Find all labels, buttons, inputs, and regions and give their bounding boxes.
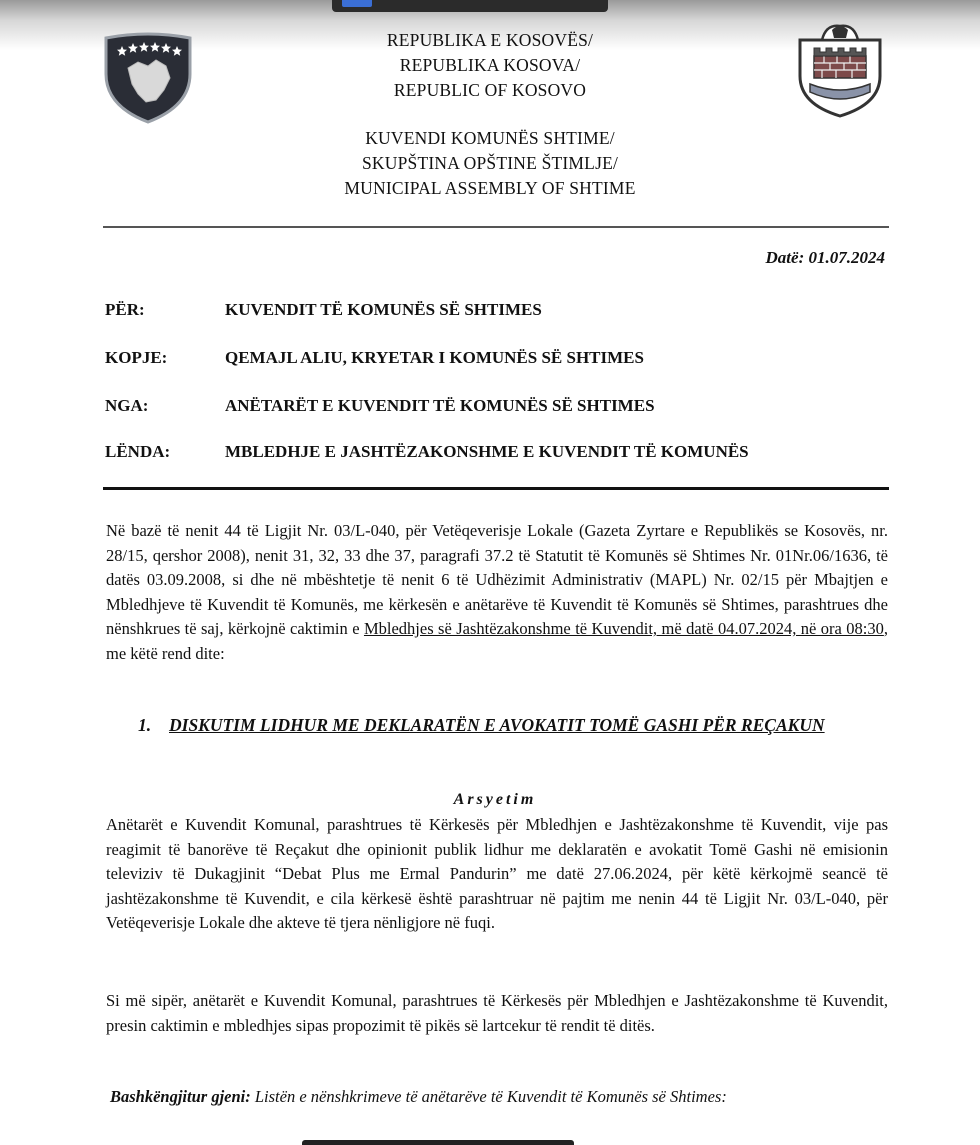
agenda-item-number: 1. xyxy=(138,715,152,735)
meta-value-to: KUVENDIT TË KOMUNËS SË SHTIMES xyxy=(225,300,542,319)
document-date: Datë: 01.07.2024 xyxy=(765,248,885,267)
header-line-assembly-sr: SKUPŠTINA OPŠTINE ŠTIMLJE/ xyxy=(361,153,619,173)
kosovo-coat-of-arms-icon xyxy=(100,28,196,124)
reasoning-title: Arsyetim xyxy=(453,791,537,808)
header-line-country-sq: REPUBLIKA E KOSOVËS/ xyxy=(386,30,594,50)
viewer-active-tab[interactable] xyxy=(342,0,372,7)
attachment-text: Listën e nënshkrimeve të anëtarëve të Kuvendit të Komunës së Shtimes: xyxy=(250,1087,727,1106)
meta-label-from: NGA: xyxy=(105,396,149,415)
meta-value-from: ANËTARËT E KUVENDIT TË KOMUNËS SË SHTIMES xyxy=(225,396,655,415)
reasoning-paragraph-2: Si më sipër, anëtarët e Kuvendit Komunal, parashtrues të Kërkesës për Mbledhjen e Jashtëzakonshme të Kuvendit, presin caktimin e mbledhjes sipas propozimit të pikës së lartcekur të rendit të ditës. xyxy=(106,991,888,1035)
header-line-assembly-sq: KUVENDI KOMUNËS SHTIME/ xyxy=(365,128,615,148)
meta-label-copy: KOPJE: xyxy=(105,348,168,367)
meta-divider xyxy=(103,487,889,490)
header-divider xyxy=(103,226,889,228)
header-line-assembly-en: MUNICIPAL ASSEMBLY OF SHTIME xyxy=(344,178,636,198)
meta-label-to: PËR: xyxy=(105,300,145,319)
agenda-item-text: DISKUTIM LIDHUR ME DEKLARATËN E AVOKATIT TOMË GASHI PËR REÇAKUN xyxy=(169,715,825,735)
letterhead xyxy=(250,28,730,201)
viewer-toolbar[interactable] xyxy=(332,0,608,12)
intro-meeting-date: Mbledhjes së Jashtëzakonshme të Kuvendit, më datë 04.07.2024, në ora 08:30 xyxy=(363,619,884,639)
meta-value-copy: QEMAJL ALIU, KRYETAR I KOMUNËS SË SHTIMES xyxy=(225,348,644,367)
intro-paragraph xyxy=(106,519,888,667)
viewer-bottom-toolbar[interactable] xyxy=(302,1140,574,1145)
header-line-country-sr: REPUBLIKA KOSOVA/ xyxy=(399,55,581,75)
reasoning-paragraph-1: Anëtarët e Kuvendit Komunal, parashtrues të Kërkesës për Mbledhjen e Jashtëzakonshme të Kuvendit, vije pas reagimit të banorëve të Reçakut dhe opinionit publik lidhur me deklaratën e avokatit Tomë Gashi në emisionin televiziv të Dukagjinit “Debat Plus me Ermal Pandurin” me datë 27.06.2024, për këtë kërkojmë seancë të jashtëzakonshme të Kuvendit, e cila kërkesë është parashtruar në pajtim me nenin 44 të Ligjit Nr. 03/L-040, për Vetëqeverisje Lokale dhe akteve të tjera nënligjore në fuqi. xyxy=(106,815,888,933)
meta-label-subject: LËNDA: xyxy=(105,442,171,461)
header-line-country-en: REPUBLIC OF KOSOVO xyxy=(393,80,587,100)
intro-end: , me këtë rend dite: xyxy=(106,619,888,663)
intro-text: Në bazë të nenit 44 të Ligjit Nr. 03/L-040, për Vetëqeverisje Lokale (Gazeta Zyrtare e Republikës se Kosovës, nr. 28/15, qershor 2008), nenit 31, 32, 33 dhe 37, paragrafi 37.2 të Statutit të Komunës së Shtimes Nr. 01Nr.06/1636, të datës 03.09.2008, si dhe në mbështetje të nenit 6 të Udhëzimit Administrativ (MAPL) Nr. 02/15 për Mbajtjen e Mbledhjeve të Kuvendit të Komunës, me kërkesën e anëtarëve të Kuvendit të Komunës së Shtimes, parashtrues dhe nënshkrues të saj, kërkojnë caktimin e xyxy=(106,521,888,639)
attachment-line xyxy=(110,1087,890,1107)
shtime-municipality-emblem-icon xyxy=(792,22,888,118)
meta-value-subject: MBLEDHJE E JASHTËZAKONSHME E KUVENDIT TË KOMUNËS xyxy=(225,442,749,461)
attachment-label: Bashkëngjitur gjeni: xyxy=(110,1087,251,1106)
